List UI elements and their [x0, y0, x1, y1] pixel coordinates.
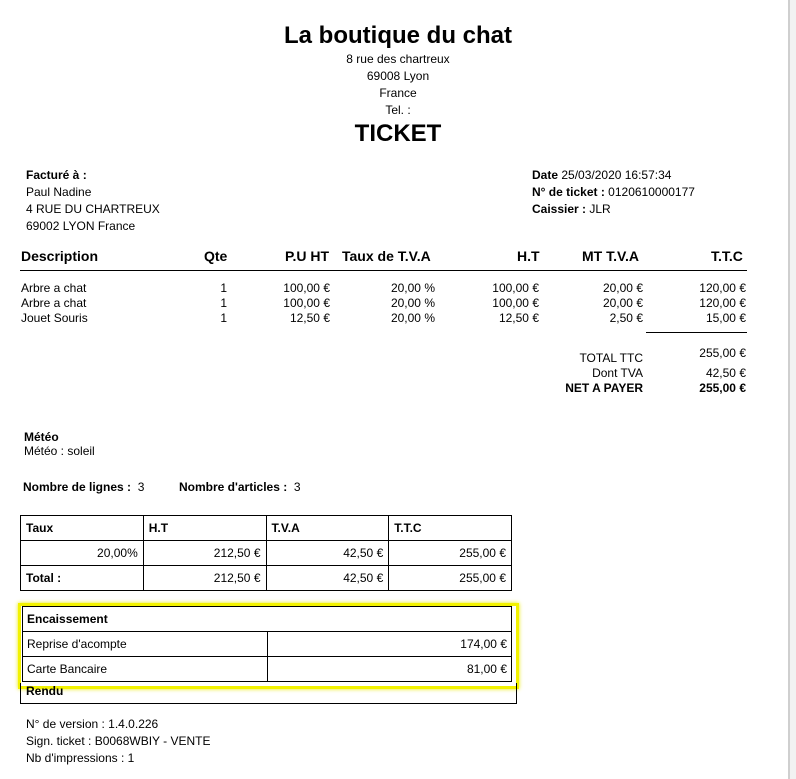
- payment-method: Reprise d'acompte: [23, 632, 268, 657]
- item-description: Arbre a chat: [21, 281, 87, 295]
- date-row: [532, 168, 671, 182]
- net-a-payer-value: 255,00 €: [699, 381, 746, 395]
- vat-ttc-cell: 255,00 €: [389, 541, 512, 566]
- date-value: 25/03/2020 16:57:34: [561, 168, 672, 182]
- shop-tel: Tel. :: [385, 103, 411, 117]
- cashier-label: Caissier :: [532, 202, 587, 216]
- billed-to-street: 4 RUE DU CHARTREUX: [26, 202, 160, 216]
- change-label: Rendu: [20, 683, 517, 704]
- dont-tva-label: Dont TVA: [592, 366, 643, 380]
- total-ttc-value: 255,00 €: [699, 346, 746, 360]
- shop-country: France: [379, 86, 417, 100]
- vat-header-ttc: T.T.C: [389, 516, 512, 541]
- shop-name: La boutique du chat: [284, 22, 512, 49]
- ticket-signature: Sign. ticket : B0068WBIY - VENTE: [26, 734, 211, 748]
- item-unit-price: 12,50 €: [289, 311, 330, 325]
- billed-to-name: Paul Nadine: [26, 185, 92, 199]
- col-header-description: Description: [21, 248, 99, 264]
- col-header-vat-rate: Taux de T.V.A: [342, 248, 431, 264]
- version-info: N° de version : 1.4.0.226: [26, 717, 159, 731]
- vat-tva-cell: 42,50 €: [266, 541, 389, 566]
- item-unit-price: 100,00 €: [283, 296, 330, 310]
- item-unit-price: 100,00 €: [283, 281, 330, 295]
- items-header-divider: [20, 270, 747, 271]
- table-row: [21, 541, 512, 566]
- highlight-box: [18, 603, 519, 689]
- table-header-row: [21, 516, 512, 541]
- date-label: Date: [532, 168, 559, 182]
- weather-value: Météo : soleil: [24, 444, 95, 458]
- item-ht: 100,00 €: [492, 281, 539, 295]
- col-header-vat-amount: MT T.V.A: [582, 248, 640, 264]
- item-ttc: 120,00 €: [699, 281, 746, 295]
- billed-to-city: 69002 LYON France: [26, 219, 136, 233]
- item-vat-amount: 20,00 €: [602, 296, 643, 310]
- document-title: TICKET: [354, 120, 442, 147]
- cashier-value: JLR: [589, 202, 611, 216]
- net-a-payer-label: NET A PAYER: [565, 381, 643, 395]
- totals-divider: [646, 332, 747, 333]
- col-header-ht: H.T: [517, 248, 540, 264]
- vat-total-label: Total :: [21, 566, 144, 591]
- col-header-unit-price: P.U HT: [285, 248, 330, 264]
- total-ttc-label: TOTAL TTC: [579, 351, 643, 365]
- line-count: [23, 480, 144, 494]
- article-count-value: 3: [293, 480, 301, 494]
- item-ttc: 120,00 €: [699, 296, 746, 310]
- ticket-number-row: [532, 185, 695, 199]
- col-header-ttc: T.T.C: [711, 248, 743, 264]
- ticket-number-label: N° de ticket :: [532, 185, 605, 199]
- item-qty: 1: [220, 281, 227, 295]
- item-description: Jouet Souris: [21, 311, 88, 325]
- payment-title: Encaissement: [23, 607, 512, 632]
- item-vat-amount: 20,00 €: [602, 281, 643, 295]
- item-description: Arbre a chat: [21, 296, 87, 310]
- item-qty: 1: [220, 296, 227, 310]
- col-header-qty: Qte: [204, 248, 228, 264]
- ticket-number-value: 0120610000177: [608, 185, 695, 199]
- weather-title: Météo: [24, 430, 59, 444]
- line-count-value: 3: [137, 480, 145, 494]
- vat-rate-cell: 20,00%: [21, 541, 144, 566]
- item-vat-rate: 20,00 %: [390, 311, 435, 325]
- article-count: [179, 480, 301, 494]
- vat-ht-cell: 212,50 €: [143, 541, 266, 566]
- vat-total-ht: 212,50 €: [143, 566, 266, 591]
- vat-header-rate: Taux: [21, 516, 144, 541]
- payment-amount: 174,00 €: [267, 632, 512, 657]
- item-qty: 1: [220, 311, 227, 325]
- shop-address-line2: 69008 Lyon: [366, 69, 430, 83]
- print-count: Nb d'impressions : 1: [26, 751, 135, 765]
- vat-total-ttc: 255,00 €: [389, 566, 512, 591]
- billed-to-label: Facturé à :: [26, 168, 87, 182]
- item-vat-rate: 20,00 %: [390, 281, 435, 295]
- item-ht: 12,50 €: [498, 311, 539, 325]
- table-total-row: [21, 566, 512, 591]
- payment-method: Carte Bancaire: [23, 657, 268, 682]
- cashier-row: [532, 202, 611, 216]
- shop-address-line1: 8 rue des chartreux: [346, 52, 450, 66]
- payment-amount: 81,00 €: [267, 657, 512, 682]
- line-count-label: Nombre de lignes :: [23, 480, 132, 494]
- item-vat-rate: 20,00 %: [390, 296, 435, 310]
- item-ht: 100,00 €: [492, 296, 539, 310]
- item-vat-amount: 2,50 €: [609, 311, 643, 325]
- item-ttc: 15,00 €: [705, 311, 746, 325]
- vat-total-tva: 42,50 €: [266, 566, 389, 591]
- vat-header-tva: T.V.A: [266, 516, 389, 541]
- dont-tva-value: 42,50 €: [705, 366, 746, 380]
- article-count-label: Nombre d'articles :: [179, 480, 288, 494]
- vat-summary-table: [20, 515, 512, 591]
- vat-header-ht: H.T: [143, 516, 266, 541]
